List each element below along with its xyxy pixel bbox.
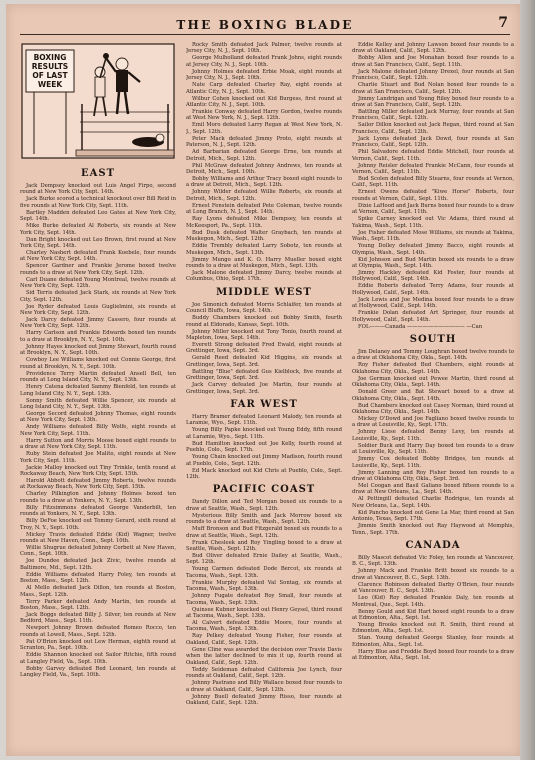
result-entry: Everett Strong defeated Fred Ewald, eight rounds at Grettinger, Iowa, Sept. 3rd.: [186, 341, 342, 355]
result-entry: Jimmie Smith knocked out Ray Haywood at Memphis, Tenn., Sept. 17th.: [352, 523, 514, 536]
result-entry: George Secord defeated Johnny Thomas, eight rounds at New York City, Sept. 13th.: [20, 410, 176, 424]
result-entry: Rocky Smith defeated Jack Palmer, twelve rounds at Jersey City, N. J., Sept. 10th.: [186, 42, 342, 55]
result-entry: Gerald Reed defeated Kid Higgins, six rounds at Grettinger, Iowa, Sept. 3rd.: [186, 355, 342, 368]
result-entry: Donald Greer and Bat Stewart boxed to a draw at Oklahoma City, Okla., Sept. 14th.: [352, 389, 514, 402]
section-heading: PACIFIC COAST: [212, 484, 316, 496]
result-entry: Johnny Fugate defeated Roy Small, four rounds at Tacoma, Wash., Sept. 13th.: [186, 593, 342, 606]
result-entry: Ed Mack knocked out Kid Chris at Pueblo, Colo., Sept. 12th.: [186, 467, 342, 480]
result-entry: Bobby Williams and Arthur Tracy boxed eight rounds to a draw at Detroit, Mich., Sept. 12th.: [186, 176, 342, 189]
result-entry: Frank Chesleek and Roy Yingling boxed to a draw at Seattle, Wash., Sept. 12th.: [186, 539, 342, 553]
result-entry: Joe Ryder defeated Louis Guglielmini, six rounds at New York City, Sept. 12th.: [20, 303, 176, 317]
result-entry: Charley Pilkington and Johnny Holmes boxed ten rounds to a draw at Yonkers, N. Y., Sept. 13th.: [20, 491, 176, 504]
result-entry: Buddy Chambers knocked out Bobby Smith, fourth round at Eldorado, Kansas, Sept. 10th.: [186, 315, 342, 328]
result-entry: Young Carmen defeated Dode Bercot, six rounds at Tacoma, Wash., Sept. 13th.: [186, 566, 342, 579]
result-entry: Johnny Pastrano and Billy Wallace boxed four rounds to a draw at Oakland, Calif., Sept. 12th.: [186, 680, 342, 693]
result-entry: Terry Parker defeated Andy Martin, ten rounds at Boston, Mass., Sept. 12th.: [20, 598, 176, 611]
column-1: [20, 164, 176, 744]
result-entry: Joe German knocked out Pewee Martin, third round at Oklahoma City, Okla., Sept. 14th.: [352, 375, 514, 389]
result-entry: Sonny Smith defeated Willie Spencer, six rounds at Long Island City, N. Y., Sept. 13th.: [20, 397, 176, 410]
result-entry: Harry Sutton and Morris Moose boxed eight rounds to a draw at New York City, Sept. 11th.: [20, 437, 176, 451]
result-entry: Johnny Holmes defeated Erbie Moak, eight rounds at Jersey City, N. J., Sept. 10th.: [186, 68, 342, 82]
result-entry: Leo (Kid) Roy defeated Frankie Daly, ten rounds at Montreal, Que., Sept. 14th.: [352, 595, 514, 608]
magazine-page: [6, 4, 520, 756]
result-entry: Mike Burke defeated Al Roberts, six rounds at New York City, Sept. 14th.: [20, 223, 176, 236]
result-entry: Jimmy Landrigan and Young Riley boxed four rounds to a draw at San Francisco, Calif., Sept. 12th.: [352, 95, 514, 109]
result-entry: Gene Cline was awarded the decision over Travie Davis when the latter declined to mix it up, fourth round at Oakland, Calif., Sept. 12th.: [186, 646, 342, 666]
result-entry: Jack Lewis and Joe Medina boxed four rounds to a draw at Hollywood, Calif., Sept. 14th.: [352, 296, 514, 310]
result-entry: Henry Catena defeated Sammy Bienfeld, ten rounds at Long Island City, N. Y., Sept. 13th.: [20, 384, 176, 397]
result-entry: Mysterious Billy Smith and Jack Morrow boxed six rounds to a draw at Seattle, Wash., Sept. 12th.: [186, 512, 342, 526]
result-entry: Providence Terry Martin defeated Ansell Bell, ten rounds at Long Island City, N. Y., Sept. 13th.: [20, 370, 176, 384]
result-entry: Bud Chambers knocked out Casey Norman, third round at Oklahoma City, Okla., Sept. 14th.: [352, 402, 514, 415]
result-entry: Harry Blue and Freddie Boyd boxed four rounds to a draw at Edmonton, Alta., Sept. 1st.: [352, 648, 514, 662]
result-entry: Phil Salvadore defeated Eddie Mitchell, four rounds at Vernon, Calif., Sept. 11th.: [352, 149, 514, 162]
result-entry: Kid Pancho knocked out Gene La Mar, third round at San Antonio, Texas, Sept. 17th.: [352, 509, 514, 523]
result-entry: Jimmy Mungo and K. O. Harry Mueller boxed eight rounds to a draw at Muskegon, Mich., Sept. 13th.: [186, 256, 342, 269]
result-entry: Cowboy Lee Williams knocked out Connie George, first round at Brooklyn, N. Y., Sept. 10th.: [20, 357, 176, 370]
result-entry: Bud Dusk defeated Walter Graybach, ten rounds at Muskegon, Mich., Sept. 12th.: [186, 229, 342, 243]
result-entry: Charlie Stuart and Bud Nolan boxed four rounds to a draw at San Francisco, Calif., Sept. 12th.: [352, 82, 514, 95]
result-entry: Nate Carp defeated Charley Ray, eight rounds at Atlantic City, N. J., Sept. 10th.: [186, 82, 342, 95]
result-entry: Ad Barbarian defeated George Erne, ten rounds at Detroit, Mich., Sept. 12th.: [186, 149, 342, 162]
result-entry: Frankie Murphy defeated Val Sontag, six rounds at Tacoma, Wash., Sept. 13th.: [186, 579, 342, 593]
result-entry: Willie Shugrue defeated Johnny Corbett at New Haven, Conn., Sept. 10th.: [20, 544, 176, 558]
result-entry: Harry Carlson and Frankie Edwards boxed ten rounds to a draw at Brooklyn, N. Y., Sept. 10th.: [20, 330, 176, 343]
result-entry: Frankie Dolan defeated Art Springer, four rounds at Hollywood, Calif., Sept. 14th.: [352, 310, 514, 323]
result-entry: Jim Delaney and Tommy Loughran boxed twelve rounds to a draw at Oklahoma City, Okla., Sept. 14th.: [352, 348, 514, 362]
result-entry: Johnny Liese defeated Benny Levy, ten rounds at Louisville, Ky., Sept. 11th.: [352, 429, 514, 442]
result-entry: Ernest Owens defeated "Kiwe Horse" Roberts, four rounds at Vernon, Calif., Sept. 11th.: [352, 189, 514, 202]
result-entry: Al Pettingill defeated Charlie Rodrigue, ten rounds at New Orleans, La., Sept. 14th.: [352, 496, 514, 509]
result-entry: FOL———Canada ——————————— —Can: [358, 323, 483, 330]
result-entry: Eddie Kelley and Johnny Lawson boxed four rounds to a draw at Oakland, Calif., Sept. 12th.: [352, 42, 514, 55]
result-entry: Muff Bronson and Bud Fitzgerald boxed six rounds to a draw at Seattle, Wash., Sept. 12th.: [186, 526, 342, 539]
result-entry: Soldier Buck and Harry Day boxed ten rounds to a draw at Louisville, Ky., Sept. 11th.: [352, 442, 514, 456]
result-entry: Roy Fisher defeated Bud Chambers, eight rounds at Oklahoma City, Okla., Sept. 14th.: [352, 362, 514, 375]
result-entry: Billy DeFoe knocked out Tommy Gerard, sixth round at Troy, N. Y., Sept. 10th.: [20, 518, 176, 531]
result-entry: Young Dolley defeated Jimmy Bacco, eight rounds at Olympia, Wash., Sept. 14th.: [352, 243, 514, 256]
section-heading: MIDDLE WEST: [216, 286, 312, 298]
section-heading: EAST: [80, 168, 116, 179]
result-entry: Battling Miller defeated Jack Murray, four rounds at San Francisco, Calif., Sept. 12th.: [352, 109, 514, 122]
cartoon-caption-line4: WEEK: [37, 80, 63, 89]
result-entry: George Mulholland defeated Frank Johns, eight rounds at Jersey City, N. J., Sept. 10th.: [186, 55, 342, 68]
result-entry: Johnny Reisler defeated Frankie McCann, four rounds at Vernon, Calif., Sept. 11th.: [352, 162, 514, 176]
result-entry: Harold Abbott defeated Jimmy Roberts, twelve rounds at Rockaway Beach, New York City, Sept. 15th.: [20, 477, 176, 491]
result-entry: Mel Coogan and Basil Galiano boxed fifteen rounds to a draw at New Orleans, La., Sept. 14th.: [352, 483, 514, 496]
result-entry: Dan Bright knocked out Leo Brown, first round at New York City, Sept. 14th.: [20, 236, 176, 250]
result-entry: Stan. Young defeated George Stanley, four rounds at Edmonton, Alta., Sept. 1st.: [352, 635, 514, 648]
result-entry: Eddie Shannon knocked out Sailor Ritchie, fifth round at Langley Field, Va., Sept. 10th.: [20, 652, 176, 665]
result-entry: Billy Fitzsimmons defeated George Vanderbilt, ten rounds at Yonkers, N. Y., Sept. 13th.: [20, 504, 176, 518]
result-entry: Pat O'Brien knocked out Lew Herman, eighth round at Scranton, Pa., Sept. 10th.: [20, 638, 176, 652]
cartoon-caption-line3: OF LAST: [32, 71, 68, 80]
section-heading: SOUTH: [409, 333, 457, 345]
result-entry: Jack Burke scored a technical knockout over Bill Reid in five rounds at New York City, Sept. 11th.: [20, 196, 176, 209]
result-entry: Jimmy Cox defeated Bobby Bridges, ten rounds at Louisville, Ky., Sept. 11th.: [352, 456, 514, 469]
cartoon-caption-line1: BOXING: [33, 53, 67, 62]
result-entry: Frankie Conway defeated Harry Gordon, twelve rounds at West New York, N. J., Sept. 12th.: [186, 109, 342, 122]
result-entry: Bud Oliver defeated Ernie Dailey at Seattle, Wash., Sept. 12th.: [186, 553, 342, 566]
result-entry: Jack Malone defeated Johnny Drexel, four rounds at San Francisco, Calif., Sept. 12th.: [352, 68, 514, 82]
result-entry: Sid Terris defeated Jack Stark, six rounds at New York City, Sept. 12th.: [20, 290, 176, 303]
result-entry: Bobby Allen and Joe Monahan boxed four rounds to a draw at San Francisco, Calif., Sept. 11th.: [352, 55, 514, 68]
result-entry: Eddie Trembly defeated Larry Sobotz, ten rounds at Muskegon, Mich., Sept. 13th.: [186, 243, 342, 256]
result-entry: Bobby Garvey defeated Red Leonard, ten rounds at Langley Field, Va., Sept. 10th.: [20, 665, 176, 679]
result-entry: Harry Bramer defeated Leonard Malody, ten rounds at Laramie, Wyo., Sept. 11th.: [186, 413, 342, 427]
binding-edge: [520, 0, 535, 760]
result-entry: Ernest Fenstein defeated Pete Coleman, twelve rounds at Long Branch, N. J., Sept. 14th.: [186, 202, 342, 216]
result-entry: Spike Carney knocked out Vic Adams, third round at Yakima, Wash., Sept. 11th.: [352, 216, 514, 229]
result-entry: Billy Mascot defeated Vic Foley, ten rounds at Vancouver, B. C., Sept. 13th.: [352, 555, 514, 568]
page-header: [20, 15, 510, 35]
result-entry: Dixie LaHood and Jack Burns boxed four rounds to a draw at Vernon, Calif., Sept. 11th.: [352, 202, 514, 216]
result-entry: Johnny Miller knocked out Tony Tonio, fourth round at Mapleton, Iowa, Sept. 14th.: [186, 328, 342, 341]
result-entry: Sailor Dillon knocked out Jack Regan, third round at San Francisco, Calif., Sept. 12th.: [352, 122, 514, 135]
result-entry: Jimmy Lanning and Roy Fisher boxed ten rounds to a draw at Oklahoma City, Okla., Sept. 3rd.: [352, 469, 514, 482]
result-entry: Jack Malone defeated Jimmy Darcy, twelve rounds at Columbus, Ohio, Sept. 17th.: [186, 269, 342, 283]
result-entry: Charley Nashert defeated Frank Koebele, four rounds at New York City, Sept. 14th.: [20, 250, 176, 263]
result-entry: Emil Moro defeated Larry Regan at West New York, N. J., Sept. 12th.: [186, 122, 342, 135]
column-2: [186, 42, 342, 744]
result-entry: Andy Williams defeated Billy Wolfe, eight rounds at New York City, Sept. 11th.: [20, 424, 176, 437]
column-3: [352, 42, 514, 744]
result-entry: Newport Johnny Brown defeated Romeo Rocco, ten rounds at Lowell, Mass., Sept. 12th.: [20, 625, 176, 638]
result-entry: Kid Johnson and Bud Martin boxed six rounds to a draw at Olympia, Wash., Sept. 14th.: [352, 256, 514, 269]
result-entry: Phil McGraw defeated Johnny Andrews, ten rounds at Detroit, Mich., Sept. 10th.: [186, 162, 342, 176]
result-entry: Battling "Blue" defeated Gus Kielblock, five rounds at Grettinger, Iowa, Sept. 3rd.: [186, 368, 342, 382]
result-entry: Ray Pelkey defeated Young Fisher, four rounds at Oakland, Calif., Sept. 12th.: [186, 633, 342, 646]
result-entry: Clarence Robinson defeated Darby O'Brien, four rounds at Vancouver, B. C., Sept. 13th.: [352, 581, 514, 595]
result-entry: Bartley Madden defeated Leo Gates at New York City, Sept. 14th.: [20, 209, 176, 223]
result-entry: Jack Boggs defeated Billy J. Silver, ten rounds at New Bedford, Mass., Sept. 11th.: [20, 612, 176, 625]
result-entry: Johnny Wilder defeated Willie Roberts, six rounds at Detroit, Mich., Sept. 12th.: [186, 189, 342, 202]
result-entry: Peter Mack defeated Jimmy Proto, eight rounds at Paterson, N. J., Sept. 12th.: [186, 135, 342, 149]
result-entry: Jack Carvey defeated Joe Martin, four rounds at Grettinger, Iowa, Sept. 3rd.: [186, 382, 342, 395]
result-entry: Joe Dundee defeated Jack Zivic, twelve rounds at Baltimore, Md., Sept. 12th.: [20, 558, 176, 571]
result-entry: Johnny Buell defeated Jimmy Risso, four rounds at Oakland, Calif., Sept. 12th.: [186, 693, 342, 706]
result-entry: Jimmy Hackley defeated Kid Foster, four rounds at Hollywood, Calif., Sept. 14th.: [352, 269, 514, 283]
result-entry: Eddie Williams defeated Harry Foley, ten rounds at Boston, Mass., Sept. 12th.: [20, 571, 176, 585]
result-entry: Johnny Mack and Frankie Britt boxed six rounds to a draw at Vancouver, B. C., Sept. 13th.: [352, 568, 514, 581]
result-entry: Jackie Malloy knocked out Tiny Trinkle, tenth round at Rockaway Beach, New York City, Sept. 15th.: [20, 464, 176, 477]
result-entry: Jack Lyons defeated Jack Dowd, four rounds at San Francisco, Calif., Sept. 12th.: [352, 135, 514, 149]
result-entry: Mickey Travis defeated Eddie (Kid) Wagner, twelve rounds at New Haven, Conn., Sept. 10th.: [20, 531, 176, 544]
result-entry: Wilbur Cohen knocked out Kid Burgess, first round at Atlantic City, N. J., Sept. 10th.: [186, 95, 342, 109]
result-entry: Jack Darcy defeated Jimmy Cassero, four rounds at New York City, Sept. 12th.: [20, 317, 176, 330]
result-entry: Joe Fisher defeated Mose Williams, six rounds at Yakima, Wash., Sept. 11th.: [352, 229, 514, 243]
result-entry: Quinsee Kubner knocked out Henry Geysel, third round at Tacoma, Wash., Sept. 13th.: [186, 606, 342, 620]
section-heading: FAR WEST: [230, 398, 298, 410]
section-heading: CANADA: [405, 540, 461, 552]
result-entry: Young Billy Papke knocked out Young Eddy, fifth round at Laramie, Wyo., Sept. 11th.: [186, 427, 342, 440]
result-entry: Mickey O'Dowd and Joe Fagliano boxed twelve rounds to a draw at Louisville, Ky., Sept. 17th.: [352, 415, 514, 429]
publication-title: THE BOXING BLADE: [176, 18, 354, 32]
result-entry: Bud Scolen defeated Billy Stearns, four rounds at Vernon, Calif., Sept. 11th.: [352, 176, 514, 189]
result-entry: Ray Lyons defeated Mike Dempsey, ten rounds at McKeesport, Pa., Sept. 11th.: [186, 216, 342, 229]
result-entry: Al Calvert defeated Eddie Moore, four rounds at Tacoma, Wash., Sept. 13th.: [186, 620, 342, 633]
cartoon-caption-line2: RESULTS: [31, 62, 69, 71]
result-entry: Teddy Seideman defeated California Joe Lynch, four rounds at Oakland, Calif., Sept. 12th.: [186, 666, 342, 680]
result-entry: Benny Gould and Kid Hart boxed eight rounds to a draw at Edmonton, Alta., Sept. 1st.: [352, 608, 514, 622]
result-entry: Spencer Gardner and Frankie Jerome boxed twelve rounds to a draw at New York City, Sept. 12th.: [20, 263, 176, 276]
result-entry: Johnny Hayes knocked out Jimmy Stewart, fourth round at Brooklyn, N. Y., Sept. 10th.: [20, 343, 176, 357]
page-number: 7: [498, 15, 508, 31]
result-entry: Dandy Dillon and Ted Morgan boxed six rounds to a draw at Seattle, Wash., Sept. 12th.: [186, 499, 342, 512]
boxing-results-cartoon: [20, 42, 176, 160]
result-entry: Jack Dempsey knocked out Luis Angel Firpo, second round at New York City, Sept. 14th.: [20, 183, 176, 196]
result-entry: Joe Simonich defeated Morris Schlaifer, ten rounds at Council Bluffs, Iowa, Sept. 14th.: [186, 301, 342, 315]
result-entry: Carl Duane defeated Young Montreal, twelve rounds at New York City, Sept. 12th.: [20, 276, 176, 290]
result-entry: Al Mello defeated Jack Dillon, ten rounds at Boston, Mass., Sept. 12th.: [20, 585, 176, 598]
cartoon-illustration: [20, 42, 176, 160]
result-entry: Ruby Stein defeated Joe Malito, eight rounds at New York City, Sept. 11th.: [20, 451, 176, 464]
result-entry: Young Chain knocked out Jimmy Madison, fourth round at Pueblo, Colo., Sept. 12th.: [186, 454, 342, 467]
result-entry: Bud Hamilton knocked out Joe Kelly, fourth round at Pueblo, Colo., Sept. 17th.: [186, 440, 342, 454]
result-entry: Eddie Roberts defeated Terry Adams, four rounds at Hollywood, Calif., Sept. 14th.: [352, 283, 514, 296]
result-entry: Young Brooks knocked out R. Smith, third round at Edmonton, Alta., Sept. 1st.: [352, 622, 514, 635]
